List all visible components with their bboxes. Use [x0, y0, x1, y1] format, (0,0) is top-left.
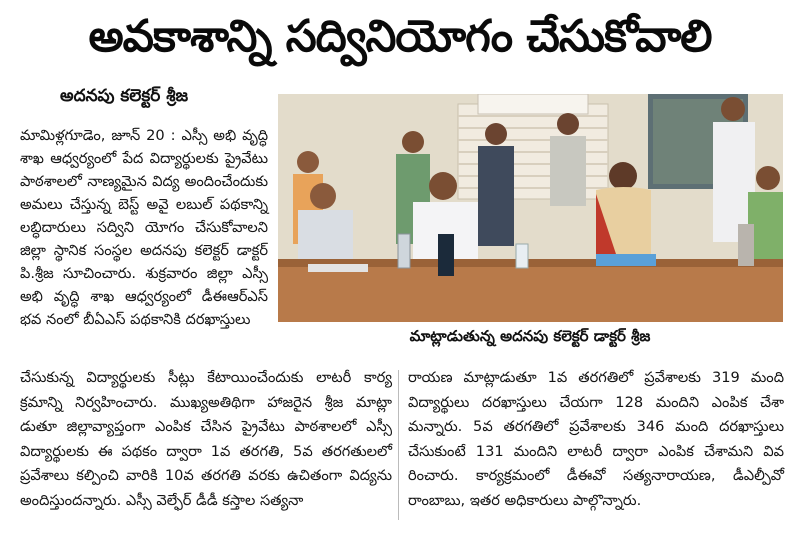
body-paragraph: చేసుకున్న విద్యార్థులకు సీట్లు కేటాయించేందుకు లాటరీ కార్య క్రమాన్ని నిర్వహించారు. ముఖ్యఅతిథిగా హాజరైన శ్రీజ మాట్లా డుతూ జిల్లావ్యాప్తంగా ఎంపిక చేసిన ప్రైవేటు పాఠశాలలో ఎస్సీ విద్యార్థులకు ఈ పథకం ద్వారా 1వ తరగతి, 5వ తరగతులలో ప్రవేశాలు కల్పించి వారికి 10వ తరగతి వరకు ఉచితంగా విద్యను అందిస్తుందన్నారు. ఎస్సీ వెల్ఫేర్ డీడీ కస్తాల సత్యనా: [20, 369, 392, 509]
column-divider: [398, 370, 399, 520]
article-column-left: [20, 124, 268, 331]
article-column-bottom-right: [408, 366, 784, 513]
body-paragraph: మామిళ్లగూడెం, జూన్ 20 : ఎస్సీ అభి వృద్ధి శాఖ ఆధ్వర్యంలో పేద విద్యార్థులకు ప్రైవేటు పాఠశాలలో నాణ్యమైన విద్య అందించేందుకు అమలు చేస్తున్న బెస్ట్ అవై లబుల్ పథకాన్ని లబ్ధిదారులు సద్విని యోగం చేసుకోవాలని జిల్లా స్థానిక సంస్థల అదనపు కలెక్టర్ డాక్టర్ పి.శ్రీజ సూచించారు. శుక్రవారం జిల్లా ఎస్సీ అభి వృద్ధి శాఖ ఆధ్వర్యంలో డీఈఆర్ఎస్ భవ నంలో బీఏఎస్ పథకానికి దరఖాస్తులు: [20, 127, 268, 328]
meeting-photo-illustration: [278, 94, 783, 322]
body-paragraph: రాయణ మాట్లాడుతూ 1వ తరగతిలో ప్రవేశాలకు 319 మంది విద్యార్థులు దరఖాస్తులు చేయగా 128 మందిని ఎంపిక చేశా మన్నారు. 5వ తరగతిలో ప్రవేశాలకు 346 మంది దరఖాస్తులు చేసుకుంటే 131 మందిని లాటరీ ద్వారా ఎంపిక చేశామని వివ రించారు. కార్యక్రమంలో డీఈవో సత్యనారాయణ, డీఎల్పీవో రాంబాబు, ఇతర అధికారులు పాల్గొన్నారు.: [408, 369, 784, 509]
photo-caption: మాట్లాడుతున్న అదనపు కలెక్టర్ డాక్టర్ శ్రీజ: [409, 327, 651, 345]
byline: అదనపు కలెక్టర్ శ్రీజ: [60, 86, 188, 106]
article-column-bottom-left: [20, 366, 392, 513]
headline: అవకాశాన్ని సద్వినియోగం చేసుకోవాలి: [88, 11, 712, 62]
news-photo: [278, 94, 783, 322]
